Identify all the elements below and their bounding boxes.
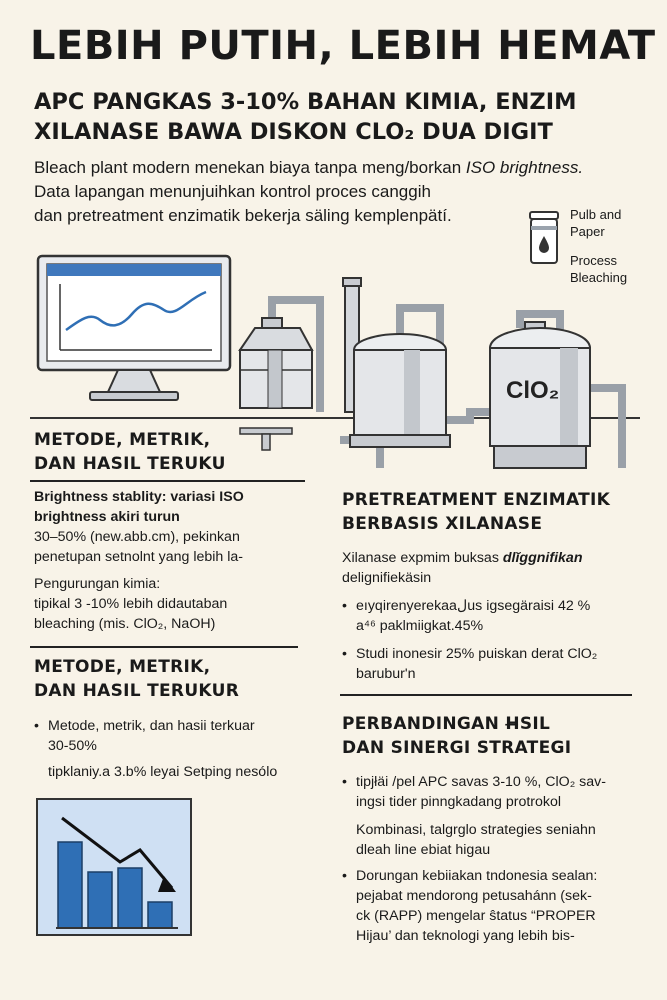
page-title: LEBIH PUTIH, LEBIH HEMAT bbox=[30, 23, 656, 69]
legend-pulp-paper: Pulb and Paper bbox=[570, 207, 622, 239]
intro-line-1: Bleach plant modern menekan biaya tanpa meng/borkan bbox=[34, 158, 466, 177]
right-section-1-heading: PRETREATMENT ENZIMATIK BERBASIS XILANASE bbox=[342, 490, 611, 534]
right-section-2-heading: PERBANDINGAN H̶SIL DAN SINERGI STRATEGI bbox=[342, 714, 572, 758]
right-bullet-list-3 bbox=[342, 866, 642, 946]
subtitle-line-2: XILANASE BAWA DISKON CLO₂ DUA DIGIT bbox=[34, 119, 553, 145]
subtitle-line-1: APC PANGKAS 3-10% BAHAN KIMIA, ENZIM bbox=[34, 89, 577, 115]
divider bbox=[30, 480, 305, 482]
intro-emphasis: ISO brightness. bbox=[465, 158, 584, 177]
clo2-tank-label: ClO₂ bbox=[506, 377, 560, 404]
left-bullet-list bbox=[34, 716, 319, 756]
intro-line-3: dan pretreatment enzimatik bekerja säling kemplenpätí. bbox=[34, 206, 452, 225]
right-bullet-list-2 bbox=[342, 772, 642, 812]
right-bullet-list-1 bbox=[342, 596, 642, 684]
left-section-2-heading: METODE, METRIK, DAN HASIL TERUKUR bbox=[34, 657, 240, 701]
left-section-1-heading: METODE, METRIK, DAN HASIL TERUKU bbox=[34, 430, 226, 474]
monitor-icon bbox=[38, 256, 230, 400]
list-item: • Dorungan kebiiakan tndonesia sealan: pejabat mendorong petusahánn (sek- ck (RAPP) mengelar ŝtatus “PROPER Hijau’ dan teknologi yang lebih bis- bbox=[342, 866, 642, 946]
list-item: • eıyqirenyerekaaلus igsegäraisi 42 % a⁴⁶ paklmiigkat.45% bbox=[342, 596, 642, 636]
declining-bar-chart-icon bbox=[36, 798, 192, 936]
brightness-stability-text: Brightness stablity: variasi ISO brightness akiri turun 30–50% (new.abb.cm), pekinkan penetupan setnolnt yang lebih la- bbox=[34, 489, 244, 565]
list-item: • Studi inonesir 25% puiskan derat ClO₂ barubur'n bbox=[342, 644, 642, 684]
divider bbox=[340, 694, 632, 696]
digester-icon bbox=[240, 318, 312, 408]
xylanase-lead-text: Xilanase expmim buksas dlĭggnifikan delignifiekäsin bbox=[342, 550, 583, 586]
clo2-tank-icon bbox=[490, 322, 590, 468]
combination-text: Kombinasi, talgrglo strategies seniahn dleah line ebiat higau bbox=[356, 822, 596, 858]
list-item: • tipjłäi /pel APC savas 3-10 %, ClO₂ sav- ingsi tider pinngkadang protrokol bbox=[342, 772, 642, 812]
intro-line-2: Data lapangan menunjuihkan kontrol proces canggih bbox=[34, 182, 431, 201]
legend-process-bleaching: Process Bleaching bbox=[570, 253, 628, 285]
chemical-reduction-text: Pengurungan kimia: tipikal 3 -10% lebih didautaban bleaching (mis. ClO₂, NaOH) bbox=[34, 576, 228, 632]
page-subtitle bbox=[34, 87, 634, 147]
divider bbox=[30, 646, 298, 648]
left-note: tipklaniy.a 3.b% leyai Setping nesólo bbox=[48, 764, 278, 780]
bleach-tower-icon bbox=[350, 334, 450, 447]
list-item: • Metode, metrik, dan hasii terkuar 30-50% bbox=[34, 716, 319, 756]
